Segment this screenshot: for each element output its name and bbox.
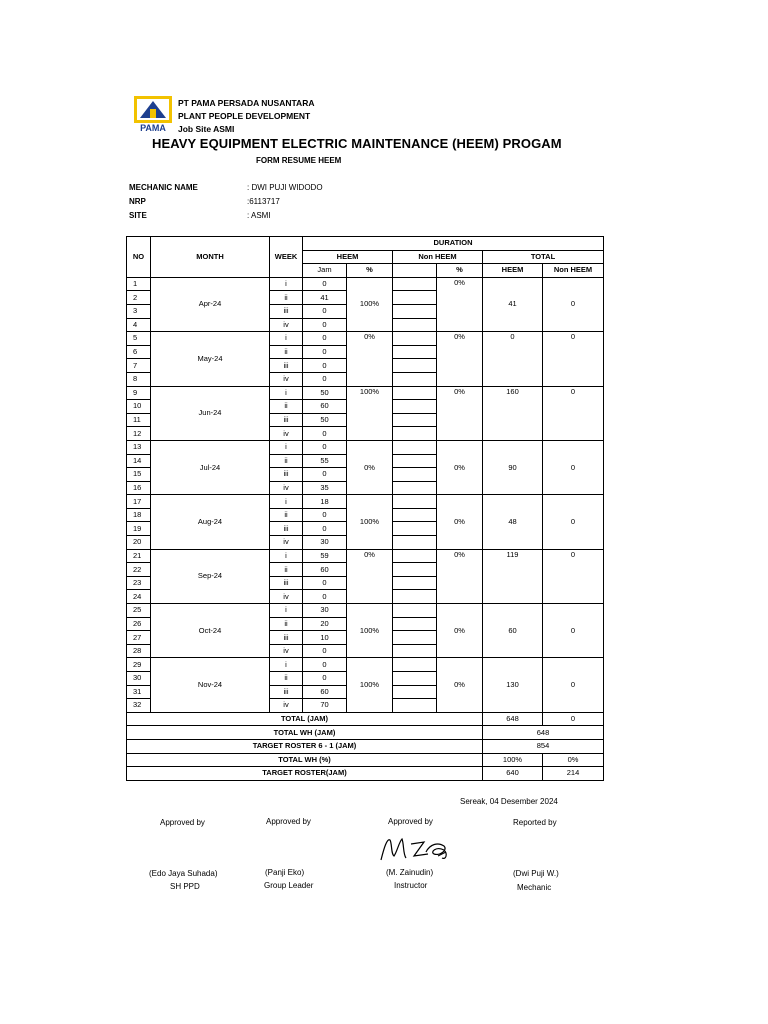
nrp-label: NRP — [129, 197, 146, 206]
header-non-heem: Non HEEM — [393, 250, 483, 264]
header-non-heem-jam — [393, 264, 437, 278]
heem-jam-cell: 0 — [303, 522, 347, 536]
month-cell: Sep-24 — [151, 549, 270, 603]
row-no: 32 — [127, 699, 151, 713]
row-no: 22 — [127, 563, 151, 577]
heem-pct-cell: 100% — [347, 277, 393, 331]
week-cell: iv — [270, 318, 303, 332]
approval-label-1: Approved by — [160, 818, 205, 827]
non-heem-jam-cell — [393, 576, 437, 590]
row-no: 17 — [127, 495, 151, 509]
document-title: HEAVY EQUIPMENT ELECTRIC MAINTENANCE (HEEM) PROGAM — [152, 136, 562, 151]
heem-jam-cell: 0 — [303, 427, 347, 441]
non-heem-jam-cell — [393, 685, 437, 699]
table-row — [127, 440, 604, 454]
target-roster2-heem: 640 — [483, 767, 543, 781]
week-cell: iii — [270, 359, 303, 373]
heem-jam-cell: 0 — [303, 304, 347, 318]
non-heem-jam-cell — [393, 617, 437, 631]
heem-pct-cell: 100% — [347, 386, 393, 440]
row-no: 30 — [127, 672, 151, 686]
target-roster2-non-heem: 214 — [543, 767, 604, 781]
row-no: 11 — [127, 413, 151, 427]
total-non-heem-cell: 0 — [543, 604, 604, 658]
non-heem-jam-cell — [393, 454, 437, 468]
target-roster-value: 854 — [483, 739, 604, 753]
heem-jam-cell: 0 — [303, 590, 347, 604]
total-heem-cell: 48 — [483, 495, 543, 549]
row-no: 26 — [127, 617, 151, 631]
week-cell: ii — [270, 400, 303, 414]
week-cell: iv — [270, 590, 303, 604]
signatory-name-2: (Panji Eko) — [265, 868, 305, 877]
total-heem-cell: 0 — [483, 332, 543, 386]
heem-summary-table — [126, 236, 604, 781]
non-heem-pct-cell: 0% — [437, 604, 483, 658]
reported-by-label: Reported by — [513, 818, 557, 827]
non-heem-jam-cell — [393, 440, 437, 454]
non-heem-jam-cell — [393, 495, 437, 509]
week-cell: ii — [270, 345, 303, 359]
week-cell: iii — [270, 413, 303, 427]
row-no: 18 — [127, 508, 151, 522]
header-month: MONTH — [151, 237, 270, 278]
non-heem-jam-cell — [393, 413, 437, 427]
row-no: 2 — [127, 291, 151, 305]
row-no: 10 — [127, 400, 151, 414]
row-no: 29 — [127, 658, 151, 672]
week-cell: iii — [270, 576, 303, 590]
target-roster-label: TARGET ROSTER 6 - 1 (JAM) — [127, 739, 483, 753]
heem-jam-cell: 0 — [303, 576, 347, 590]
heem-pct-cell: 0% — [347, 549, 393, 603]
non-heem-pct-cell: 0% — [437, 658, 483, 712]
row-no: 24 — [127, 590, 151, 604]
heem-pct-cell: 100% — [347, 604, 393, 658]
table-row — [127, 549, 604, 563]
non-heem-jam-cell — [393, 400, 437, 414]
table-row — [127, 277, 604, 291]
total-heem-cell: 41 — [483, 277, 543, 331]
non-heem-jam-cell — [393, 345, 437, 359]
heem-jam-cell: 0 — [303, 468, 347, 482]
week-cell: i — [270, 332, 303, 346]
non-heem-jam-cell — [393, 468, 437, 482]
heem-jam-cell: 30 — [303, 604, 347, 618]
non-heem-jam-cell — [393, 372, 437, 386]
month-cell: Oct-24 — [151, 604, 270, 658]
week-cell: iii — [270, 522, 303, 536]
non-heem-jam-cell — [393, 631, 437, 645]
heem-jam-cell: 70 — [303, 699, 347, 713]
heem-jam-cell: 0 — [303, 332, 347, 346]
row-no: 16 — [127, 481, 151, 495]
site-value: : ASMI — [247, 211, 271, 220]
week-cell: i — [270, 658, 303, 672]
heem-jam-cell: 0 — [303, 277, 347, 291]
row-no: 25 — [127, 604, 151, 618]
heem-pct-cell: 0% — [347, 332, 393, 386]
week-cell: ii — [270, 291, 303, 305]
non-heem-jam-cell — [393, 536, 437, 550]
heem-jam-cell: 0 — [303, 359, 347, 373]
total-jam-heem: 648 — [483, 712, 543, 726]
week-cell: iv — [270, 481, 303, 495]
heem-jam-cell: 0 — [303, 372, 347, 386]
instructor-signature — [378, 834, 454, 864]
heem-jam-cell: 30 — [303, 536, 347, 550]
week-cell: i — [270, 495, 303, 509]
heem-pct-cell: 100% — [347, 658, 393, 712]
week-cell: iv — [270, 699, 303, 713]
heem-jam-cell: 41 — [303, 291, 347, 305]
total-wh-label: TOTAL WH (JAM) — [127, 726, 483, 740]
week-cell: iv — [270, 536, 303, 550]
week-cell: ii — [270, 672, 303, 686]
week-cell: i — [270, 604, 303, 618]
week-cell: ii — [270, 454, 303, 468]
row-no: 28 — [127, 644, 151, 658]
mechanic-name-value: : DWI PUJI WIDODO — [247, 183, 323, 192]
total-heem-cell: 60 — [483, 604, 543, 658]
row-no: 21 — [127, 549, 151, 563]
approval-label-3: Approved by — [388, 817, 433, 826]
signatory-position-3: Instructor — [394, 881, 428, 890]
row-no: 23 — [127, 576, 151, 590]
heem-jam-cell: 0 — [303, 672, 347, 686]
header-duration: DURATION — [303, 237, 604, 251]
header-no: NO — [127, 237, 151, 278]
non-heem-jam-cell — [393, 291, 437, 305]
table-row — [127, 658, 604, 672]
job-site: Job Site ASMI — [178, 124, 235, 134]
heem-jam-cell: 60 — [303, 400, 347, 414]
heem-jam-cell: 10 — [303, 631, 347, 645]
place-date: Sereak, 04 Desember 2024 — [460, 797, 558, 806]
non-heem-jam-cell — [393, 277, 437, 291]
row-no: 14 — [127, 454, 151, 468]
header-total: TOTAL — [483, 250, 604, 264]
total-non-heem-cell: 0 — [543, 549, 604, 603]
heem-pct-cell: 0% — [347, 440, 393, 494]
department-name: PLANT PEOPLE DEVELOPMENT — [178, 111, 311, 121]
table-row — [127, 386, 604, 400]
row-no: 27 — [127, 631, 151, 645]
week-cell: iv — [270, 427, 303, 441]
heem-jam-cell: 50 — [303, 386, 347, 400]
week-cell: iii — [270, 468, 303, 482]
non-heem-jam-cell — [393, 644, 437, 658]
row-no: 5 — [127, 332, 151, 346]
non-heem-jam-cell — [393, 522, 437, 536]
week-cell: i — [270, 549, 303, 563]
heem-jam-cell: 0 — [303, 658, 347, 672]
signatory-position-4: Mechanic — [517, 883, 552, 892]
non-heem-jam-cell — [393, 359, 437, 373]
month-cell: Jul-24 — [151, 440, 270, 494]
week-cell: iv — [270, 644, 303, 658]
company-name: PT PAMA PERSADA NUSANTARA — [178, 98, 315, 108]
row-no: 3 — [127, 304, 151, 318]
total-non-heem-cell: 0 — [543, 386, 604, 440]
non-heem-jam-cell — [393, 699, 437, 713]
table-row — [127, 332, 604, 346]
week-cell: ii — [270, 617, 303, 631]
signatory-name-3: (M. Zainudin) — [386, 868, 434, 877]
signatory-position-2: Group Leader — [264, 881, 314, 890]
non-heem-jam-cell — [393, 563, 437, 577]
row-no: 31 — [127, 685, 151, 699]
non-heem-jam-cell — [393, 604, 437, 618]
header-heem-pct: % — [347, 264, 393, 278]
heem-jam-cell: 59 — [303, 549, 347, 563]
header-total-heem: HEEM — [483, 264, 543, 278]
row-no: 13 — [127, 440, 151, 454]
pama-logo — [134, 96, 172, 132]
signatory-name-4: (Dwi Puji W.) — [513, 869, 559, 878]
table-body — [127, 277, 604, 712]
header-jam: Jam — [303, 264, 347, 278]
row-no: 19 — [127, 522, 151, 536]
week-cell: iii — [270, 304, 303, 318]
heem-jam-cell: 60 — [303, 563, 347, 577]
heem-jam-cell: 0 — [303, 318, 347, 332]
header-total-non-heem: Non HEEM — [543, 264, 604, 278]
total-non-heem-cell: 0 — [543, 658, 604, 712]
month-cell: May-24 — [151, 332, 270, 386]
heem-jam-cell: 0 — [303, 440, 347, 454]
logo-text: PAMA — [140, 123, 166, 132]
header-week: WEEK — [270, 237, 303, 278]
non-heem-jam-cell — [393, 658, 437, 672]
approval-label-2: Approved by — [266, 817, 311, 826]
row-no: 12 — [127, 427, 151, 441]
total-wh-value: 648 — [483, 726, 604, 740]
row-no: 15 — [127, 468, 151, 482]
total-heem-cell: 90 — [483, 440, 543, 494]
row-no: 9 — [127, 386, 151, 400]
non-heem-jam-cell — [393, 481, 437, 495]
non-heem-pct-cell: 0% — [437, 549, 483, 603]
month-cell: Aug-24 — [151, 495, 270, 549]
site-label: SITE — [129, 211, 147, 220]
total-non-heem-cell: 0 — [543, 332, 604, 386]
heem-jam-cell: 60 — [303, 685, 347, 699]
row-no: 8 — [127, 372, 151, 386]
signatory-name-1: (Edo Jaya Suhada) — [149, 869, 218, 878]
header-non-heem-pct: % — [437, 264, 483, 278]
total-heem-cell: 130 — [483, 658, 543, 712]
total-heem-cell: 160 — [483, 386, 543, 440]
table-row — [127, 604, 604, 618]
month-cell: Apr-24 — [151, 277, 270, 331]
month-cell: Nov-24 — [151, 658, 270, 712]
heem-jam-cell: 55 — [303, 454, 347, 468]
document-subtitle: FORM RESUME HEEM — [256, 156, 342, 165]
non-heem-jam-cell — [393, 386, 437, 400]
total-non-heem-cell: 0 — [543, 277, 604, 331]
row-no: 20 — [127, 536, 151, 550]
week-cell: i — [270, 440, 303, 454]
non-heem-jam-cell — [393, 508, 437, 522]
non-heem-jam-cell — [393, 332, 437, 346]
week-cell: ii — [270, 563, 303, 577]
non-heem-jam-cell — [393, 427, 437, 441]
total-wh-pct-label: TOTAL WH (%) — [127, 753, 483, 767]
total-non-heem-cell: 0 — [543, 495, 604, 549]
week-cell: iii — [270, 631, 303, 645]
non-heem-jam-cell — [393, 590, 437, 604]
heem-jam-cell: 35 — [303, 481, 347, 495]
heem-jam-cell: 0 — [303, 644, 347, 658]
total-non-heem-cell: 0 — [543, 440, 604, 494]
week-cell: i — [270, 277, 303, 291]
target-roster2-label: TARGET ROSTER(JAM) — [127, 767, 483, 781]
heem-jam-cell: 20 — [303, 617, 347, 631]
total-wh-pct-non-heem: 0% — [543, 753, 604, 767]
total-wh-pct-heem: 100% — [483, 753, 543, 767]
header-heem: HEEM — [303, 250, 393, 264]
non-heem-jam-cell — [393, 304, 437, 318]
non-heem-pct-cell: 0% — [437, 440, 483, 494]
heem-pct-cell: 100% — [347, 495, 393, 549]
heem-jam-cell: 0 — [303, 345, 347, 359]
non-heem-jam-cell — [393, 672, 437, 686]
total-jam-label: TOTAL (JAM) — [127, 712, 483, 726]
heem-jam-cell: 0 — [303, 508, 347, 522]
row-no: 7 — [127, 359, 151, 373]
row-no: 1 — [127, 277, 151, 291]
heem-jam-cell: 18 — [303, 495, 347, 509]
non-heem-pct-cell: 0% — [437, 495, 483, 549]
heem-jam-cell: 50 — [303, 413, 347, 427]
signatory-position-1: SH PPD — [170, 882, 200, 891]
week-cell: iii — [270, 685, 303, 699]
non-heem-jam-cell — [393, 318, 437, 332]
non-heem-pct-cell: 0% — [437, 332, 483, 386]
row-no: 6 — [127, 345, 151, 359]
table-row — [127, 495, 604, 509]
non-heem-pct-cell: 0% — [437, 277, 483, 331]
row-no: 4 — [127, 318, 151, 332]
non-heem-jam-cell — [393, 549, 437, 563]
total-heem-cell: 119 — [483, 549, 543, 603]
week-cell: iv — [270, 372, 303, 386]
total-jam-non-heem: 0 — [543, 712, 604, 726]
week-cell: i — [270, 386, 303, 400]
month-cell: Jun-24 — [151, 386, 270, 440]
week-cell: ii — [270, 508, 303, 522]
nrp-value: :6113717 — [247, 197, 280, 206]
non-heem-pct-cell: 0% — [437, 386, 483, 440]
mechanic-name-label: MECHANIC NAME — [129, 183, 198, 192]
